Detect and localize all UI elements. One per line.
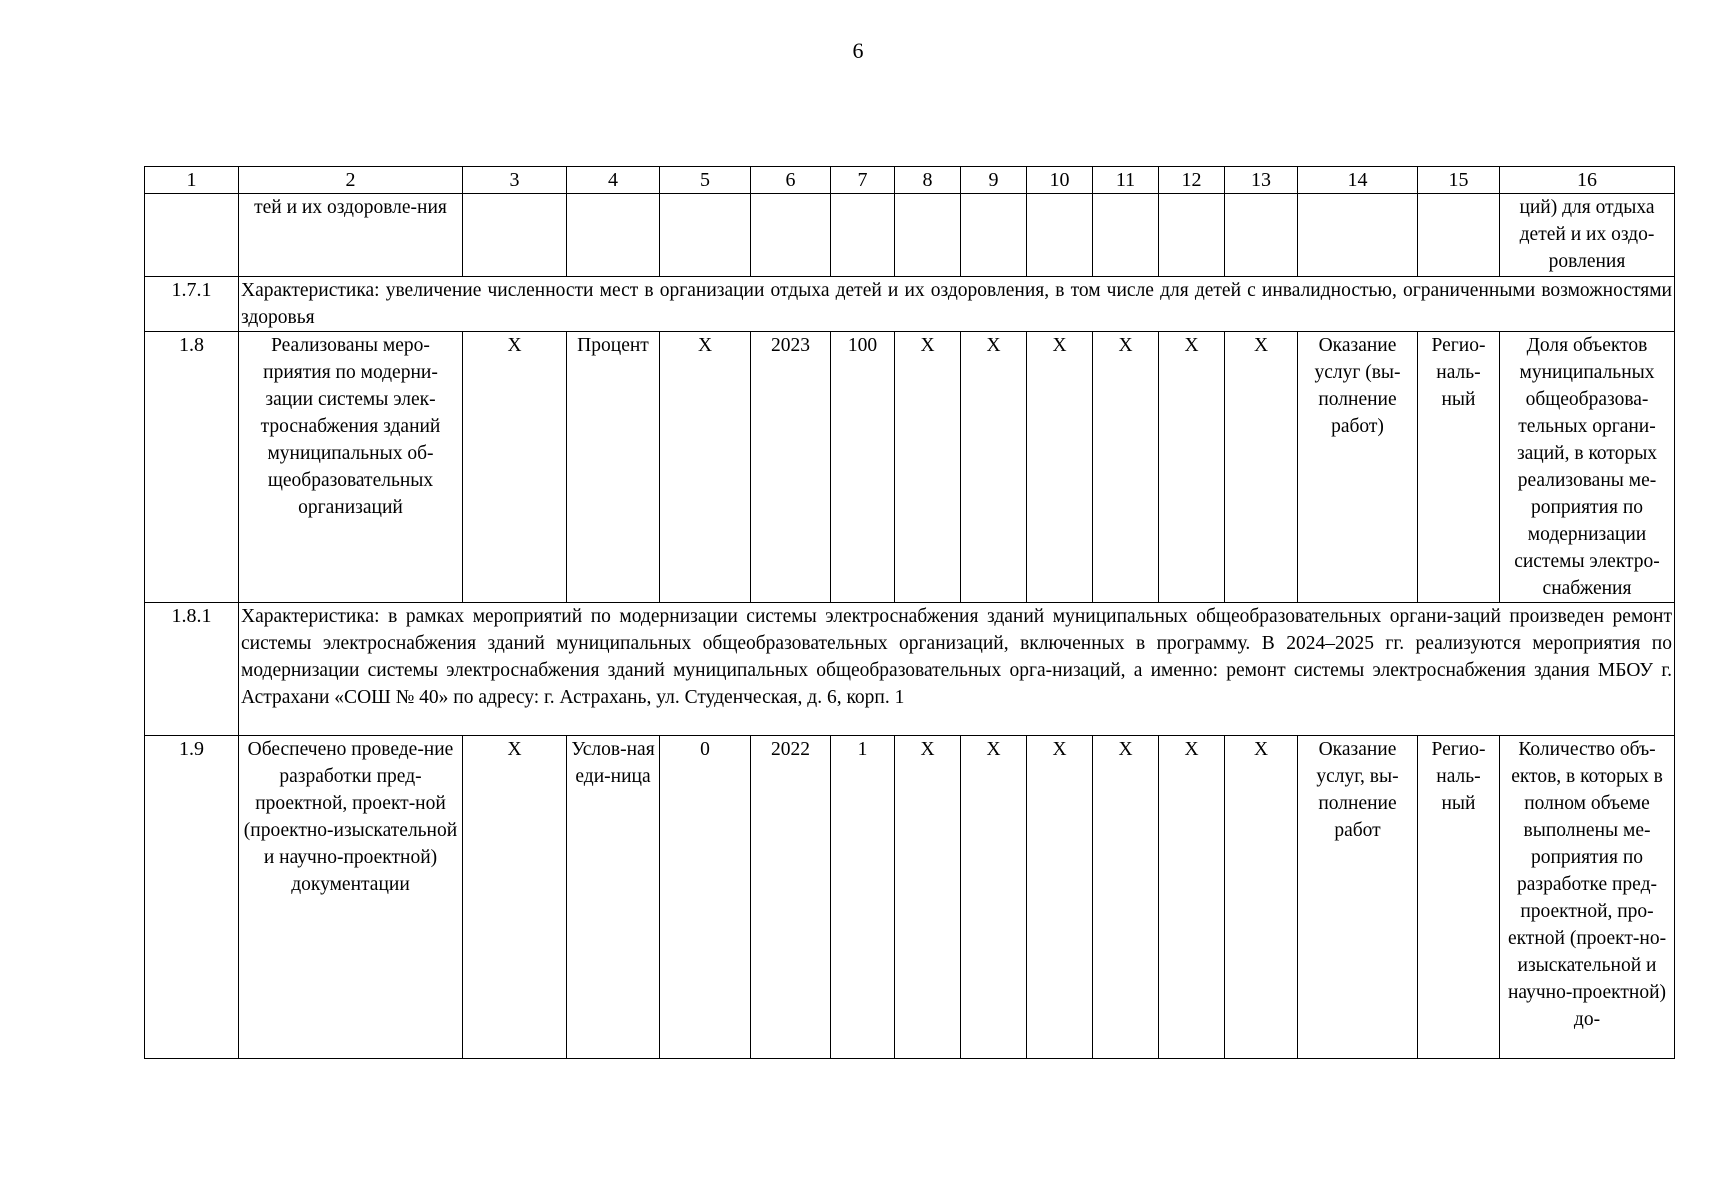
table-cell	[1027, 194, 1093, 277]
table-cell: Х	[1027, 332, 1093, 603]
value-cell: 100	[831, 332, 895, 603]
table-cell: Х	[961, 736, 1027, 1059]
column-number-row	[145, 167, 1675, 194]
column-header: 6	[751, 167, 831, 194]
table-cell	[1093, 194, 1159, 277]
column-header: 1	[145, 167, 239, 194]
column-header: 3	[463, 167, 567, 194]
column-header: 13	[1225, 167, 1298, 194]
table-cell: Х	[1159, 332, 1225, 603]
table-cell: Х	[660, 332, 751, 603]
table-cell: Х	[1225, 736, 1298, 1059]
table-cell: Х	[1159, 736, 1225, 1059]
characteristic-text: Характеристика: в рамках мероприятий по модернизации системы электроснабжения зданий муниципальных общеобразовательных органи-заций произведен ремонт системы электроснабжения зданий муниципальных общеобразовательных организаций, включенных в программу. В 2024–2025 гг. реализуются мероприятия по модернизации системы электроснабжения зданий муниципальных общеобразовательных орга-низаций, а именно: ремонт системы электроснабжения здания МБОУ г. Астрахани «СОШ № 40» по адресу: г. Астрахань, ул. Студенческая, д. 6, корп. 1	[239, 603, 1675, 736]
indicator-description-cell: ций) для отдыха детей и их оздо-ровления	[1500, 194, 1675, 277]
column-header: 11	[1093, 167, 1159, 194]
type-cell: Оказание услуг, вы-полнение работ	[1298, 736, 1418, 1059]
table-row	[145, 332, 1675, 603]
table-cell	[1159, 194, 1225, 277]
column-header: 8	[895, 167, 961, 194]
year-cell: 2023	[751, 332, 831, 603]
table-cell: Х	[1225, 332, 1298, 603]
column-header: 14	[1298, 167, 1418, 194]
row-number: 1.9	[145, 736, 239, 1059]
table-cell	[660, 194, 751, 277]
table-cell	[751, 194, 831, 277]
characteristic-text: Характеристика: увеличение численности мест в организации отдыха детей и их оздоровления, в том числе для детей с инвалидностью, ограниченными возможностями здоровья	[239, 277, 1675, 332]
table-cell: Х	[895, 736, 961, 1059]
column-header: 15	[1418, 167, 1500, 194]
table-cell: 0	[660, 736, 751, 1059]
unit-cell: Услов-ная еди-ница	[567, 736, 660, 1059]
table-cell	[961, 194, 1027, 277]
indicator-name-cell: тей и их оздоровле-ния	[239, 194, 463, 277]
column-header: 4	[567, 167, 660, 194]
table-cell: Х	[895, 332, 961, 603]
column-header: 5	[660, 167, 751, 194]
table-cell	[895, 194, 961, 277]
table-cell: Х	[1093, 332, 1159, 603]
page-number: 6	[852, 38, 864, 63]
table-cell	[463, 194, 567, 277]
characteristic-row	[145, 277, 1675, 332]
column-header: 7	[831, 167, 895, 194]
column-header: 10	[1027, 167, 1093, 194]
indicator-name-cell: Обеспечено проведе-ние разработки пред-проектной, проект-ной (проектно-изыскательной и научно-проектной) документации	[239, 736, 463, 1059]
row-number: 1.8.1	[145, 603, 239, 736]
column-header: 9	[961, 167, 1027, 194]
table-row	[145, 194, 1675, 277]
indicator-description-cell: Доля объектов муниципальных общеобразова-тельных органи-заций, в которых реализованы ме-роприятия по модернизации системы электро-снабжения	[1500, 332, 1675, 603]
column-header: 12	[1159, 167, 1225, 194]
table-cell	[145, 194, 239, 277]
type-cell: Оказание услуг (вы-полнение работ)	[1298, 332, 1418, 603]
table-row	[145, 736, 1675, 1059]
table-cell	[567, 194, 660, 277]
table-cell: Х	[961, 332, 1027, 603]
table-cell	[1225, 194, 1298, 277]
column-header: 16	[1500, 167, 1675, 194]
table-cell: Х	[1093, 736, 1159, 1059]
table-cell	[1418, 194, 1500, 277]
indicator-name-cell: Реализованы меро-приятия по модерни-зации системы элек-троснабжения зданий муниципальных об-щеобразовательных организаций	[239, 332, 463, 603]
table-cell: Х	[1027, 736, 1093, 1059]
unit-cell: Процент	[567, 332, 660, 603]
year-cell: 2022	[751, 736, 831, 1059]
table-cell: Х	[463, 736, 567, 1059]
level-cell: Регио-наль-ный	[1418, 332, 1500, 603]
row-number: 1.8	[145, 332, 239, 603]
table-cell: Х	[463, 332, 567, 603]
row-number: 1.7.1	[145, 277, 239, 332]
characteristic-row	[145, 603, 1675, 736]
value-cell: 1	[831, 736, 895, 1059]
column-header: 2	[239, 167, 463, 194]
level-cell: Регио-наль-ный	[1418, 736, 1500, 1059]
table-cell	[831, 194, 895, 277]
indicator-description-cell: Количество объ-ектов, в которых в полном объеме выполнены ме-роприятия по разработке пред-проектной, про-ектной (проект-но-изыскательной и научно-проектной) до-	[1500, 736, 1675, 1059]
table-cell	[1298, 194, 1418, 277]
indicators-table	[144, 166, 1675, 1059]
